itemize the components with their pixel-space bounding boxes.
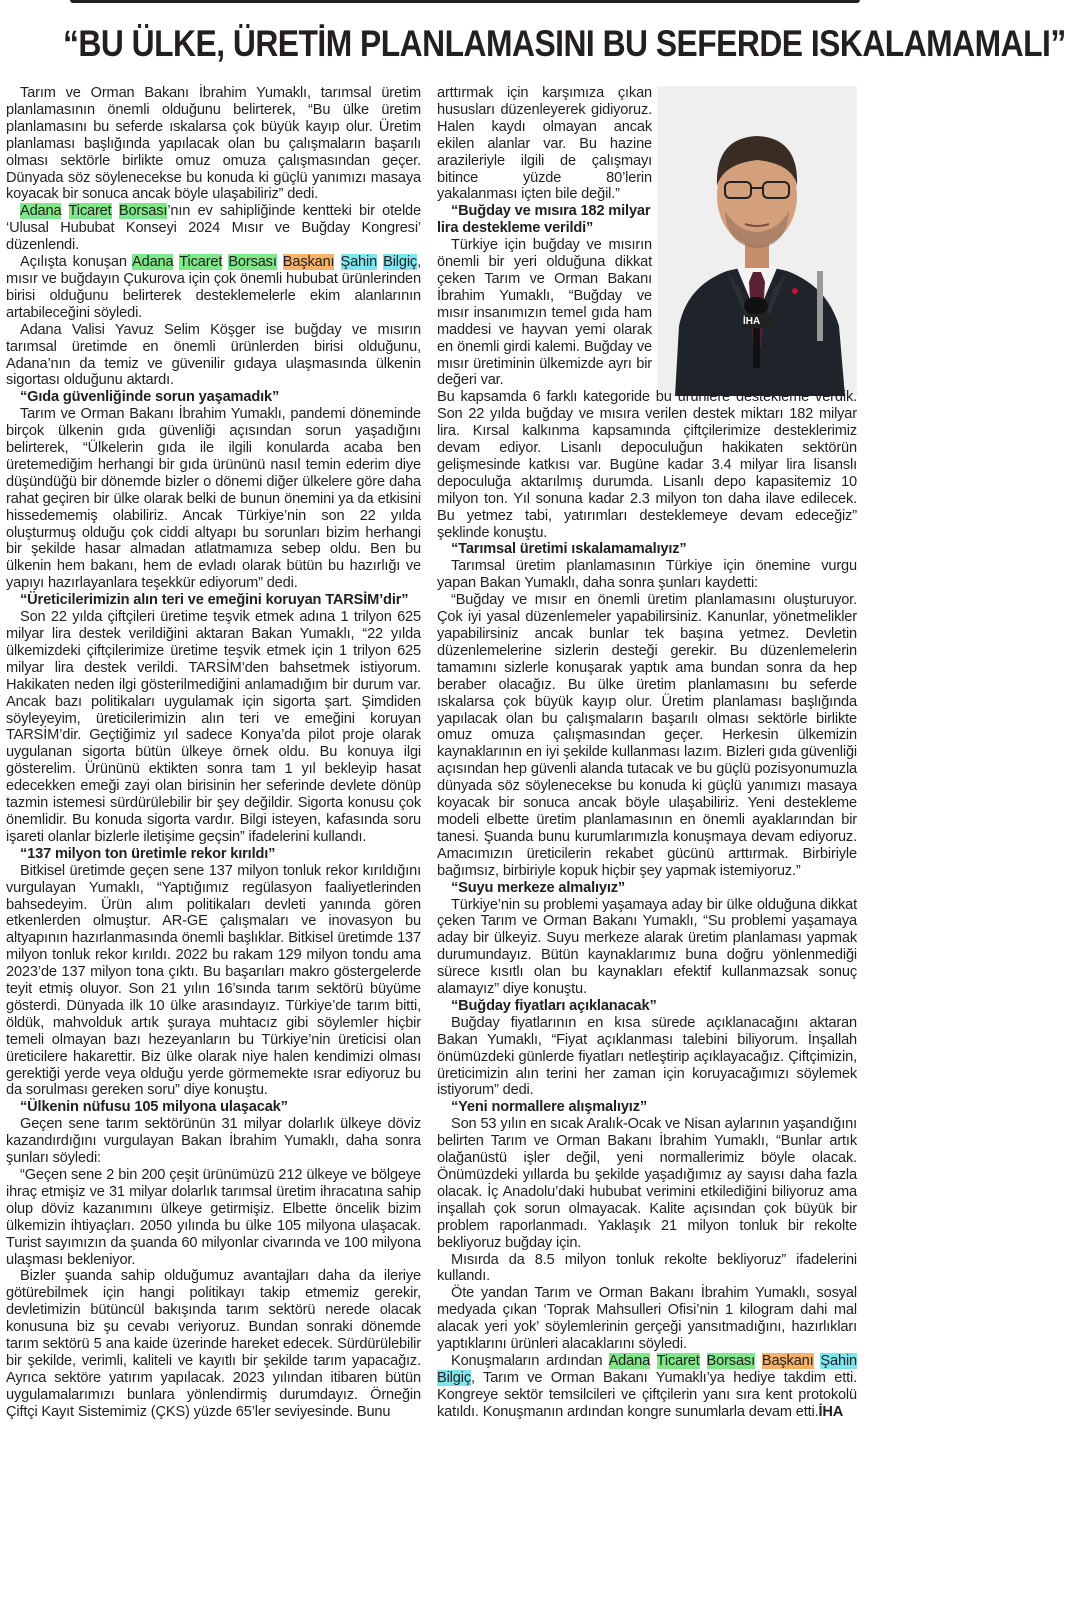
left-paragraph-7: Bitkisel üretimde geçen sene 137 milyon tonluk rekor kırıldığını vurgulayan Yumaklı, “Yaptığımız regülasyon faaliyetlerinden bahsedeyim. Ürün alım politikaları devleti yanında gören etkenlerden olmuştur. AR-GE çalışmaları ve inovasyon bu altyapının hazırlanmasında önemli başlıklar. Bitkisel üretimde 137 milyon tonluk rekor kırıldı. 2022 bu rakam 129 milyon tondu ama 2023’de 137 milyon tona çıktı. Bu başarıları makro göstergelerde teyit etmiş oluyor. Son 21 yılın 16’sında tarım sektörü büyüme gösterdi. Dünyada ilk 10 ülke arasındayız. Türkiye’de tarım bitti, öldük, mahvolduk artık şuraya muhtacız gibi söylemler hiçbir temeli olmayan bazı hezeyanların bu Türkiye’nin üreticisi olan üreticilere hakarettir. Biz ülke olarak niye halen kendimizi olması gerektiği yerde veya olduğu yerde görmemekte ısrar ediyoruz bu da sorulması gereken soru” diye konuştu.: [6, 862, 421, 1099]
highlight-adana: Adana: [20, 203, 62, 220]
subheading-population: “Ülkenin nüfusu 105 milyona ulaşacak”: [20, 1099, 288, 1116]
headline: “BU ÜLKE, ÜRETİM PLANLAMASINI BU SEFERDE ISKALAMAMALI”: [63, 23, 1066, 64]
subheading-new-normals: “Yeni normallere alışmalıyız”: [451, 1099, 648, 1116]
right-column: [437, 85, 857, 1421]
highlight-baskani: Başkanı: [282, 254, 335, 271]
highlight-baskani: Başkanı: [761, 1352, 814, 1369]
photo-watermark: İHA: [743, 316, 761, 327]
right-narrow-block: [437, 85, 652, 389]
highlight-ticaret: Ticaret: [68, 203, 112, 220]
subheading-agri-production: “Tarımsal üretimi ıskalamamalıyız”: [451, 541, 687, 558]
highlight-sahin: Şahin: [820, 1352, 857, 1369]
left-paragraph-10: Bizler şuanda sahip olduğumuz avantajları daha da ileriye götürebilmek için hangi politikayı takip etmemiz gerekir, devletimizin bütüncül bakışında tarım sektörü nerede olacak konusuna biz şu cevabı veriyoruz. Bundan sonraki dönemde tarım sektörü 5 ana kaide üzerinde hareket edecek. Sürdürülebilir bir şekilde, verimli, kaliteli ve kayıtlı bir şekilde tarım yapacağız. Ayrıca sektöre yatırım yapılacak. 2023 yılından itibaren bütün uygulamalarımızı bunlara yönlendirmiş durumdayız. Örneğin Çiftçi Kayıt Sistemimiz (ÇKS) yüzde 65’ler seviyesinde. Bunu: [6, 1268, 421, 1420]
right-paragraph-9: Öte yandan Tarım ve Orman Bakanı İbrahim Yumaklı, sosyal medyada çıkan ‘Toprak Mahsulleri Ofisi’nin 1 kilogram dahi mal alacak yeri yok’ söylemlerinin gerçeği yansıtmadığını, hazırlıkları yaptıklarını ürünleri alacaklarını söyledi.: [437, 1285, 857, 1353]
highlight-borsasi: Borsası: [118, 203, 168, 220]
top-rule: [70, 0, 860, 3]
left-paragraph-3: Açılışta konuşan Adana Ticaret Borsası Başkanı Şahin Bilgiç, mısır ve buğdayın Çukurova için çok önemli hububat ürünlerinden birisi olduğunu belirterek desteklemelerle ekim alanlarının artabileceğini söyledi.: [6, 254, 421, 321]
right-paragraph-2b: Bu kapsamda 6 farklı kategoride bu ürünlere destekleme verdik. Son 22 yılda buğday ve mısıra verilen destek miktarı 182 milyar lira. Kırsal kalkınma kapsamında çiftçilerimize desteklerimiz devam ediyor. Lisanlı depoculuğun hakikaten sektörün gelişmesinde katkısı var. Bugüne kadar 3.4 milyar lira lisanslı depoculuğa aktarılmış durumda. Lisanlı depo kapasitemiz 10 milyon ton. Yıl sonuna kadar 2.3 milyon ton daha ilave edilecek. Bu yetmez tabi, yatırımları desteklemeye devam edeceğiz” şeklinde konuştu.: [437, 389, 857, 541]
right-paragraph-7: Son 53 yılın en sıcak Aralık-Ocak ve Nisan aylarının yaşandığını belirten Tarım ve Orman Bakanı İbrahim Yumaklı, “Bunlar artık olağanüstü işler değil, yeni normallerimiz böyle olacak. Önümüzdeki yıllarda bu şekilde yaşadığımız ay sayısı daha fazla olacak. İç Anadolu’daki hububat verimini etkilediğini biliyoruz ama inşallah çok sorun olmayacak. Kalite açısından çok büyük bir problem raporlanmadı. Yaklaşık 21 milyon tonluk bir rekolte bekliyoruz buğday için.: [437, 1116, 857, 1251]
highlight-ticaret: Ticaret: [179, 254, 223, 271]
highlight-borsasi: Borsası: [228, 254, 277, 271]
right-paragraph-3: Tarımsal üretim planlamasının Türkiye için önemine vurgu yapan Bakan Yumaklı, daha sonra şunları kaydetti:: [437, 558, 857, 592]
left-paragraph-9: “Geçen sene 2 bin 200 çeşit ürünümüzü 212 ülkeye ve bölgeye ihraç etmişiz ve 31 milyar dolarlık tarımsal üretim ihracatına sahip olup döviz kazanımını ülkeye getirmişiz. Elbette öncelik bizim ülkemizin ihtiyaçları. 2050 yılında bu ülke 105 milyona ulaşacak. Turist sayımızın da şuanda 60 milyonlar civarında ve 100 milyona ulaşması bekleniyor.: [6, 1167, 421, 1268]
right-paragraph-1: arttırmak için karşımıza çıkan hususları düzenleyerek gidiyoruz. Halen kaydı olmayan ancak ekilen alanlar var. Bu hazine arazileriyle ilgili de çalışmayı bitince yüzde 80’lerin yakalanması içten bile değil.”: [437, 85, 652, 203]
right-paragraph-10: Konuşmaların ardından Adana Ticaret Borsası Başkanı Şahin Bilgiç, Tarım ve Orman Bakanı Yumaklı’ya hediye takdim etti. Kongreye sektör temsilcileri ve çiftçilerin yanı sıra kent protokolü katıldı. Konuşmanın ardından kongre sunumlarla devam etti.İHA: [437, 1352, 857, 1420]
left-paragraph-2: Adana Ticaret Borsası’nın ev sahipliğinde kentteki bir otelde ‘Ulusal Hububat Konseyi 2024 Mısır ve Buğday Kongresi’ düzenlendi.: [6, 203, 421, 254]
left-paragraph-4: Adana Valisi Yavuz Selim Köşger ise buğday ve mısırın tarımsal üretimde en önemli ürünlerden birisi olduğunu, Adana’nın da temiz ve güvenilir gıdaya ulaşmasında ülkenin sigortası olduğunu aktardı.: [6, 321, 421, 389]
right-paragraph-2a: Türkiye için buğday ve mısırın önemli bir yeri olduğuna dikkat çeken Tarım ve Orman Bakanı İbrahim Yumaklı, “Buğday ve mısır insanımızın temel gıda ham maddesi ve hayvan yemi olarak en önemli girdi kalemi. Buğday ve mısır üretiminin ülkemizde ayrı bir değeri var.: [437, 237, 652, 389]
highlight-adana: Adana: [608, 1352, 651, 1369]
highlight-ticaret: Ticaret: [656, 1352, 700, 1369]
left-paragraph-8: Geçen sene tarım sektörünün 31 milyar dolarlık ülkeye döviz kazandırdığını vurgulayan Bakan İbrahim Yumaklı, daha sonra şunları söyledi:: [6, 1116, 421, 1167]
highlight-adana: Adana: [132, 254, 174, 271]
left-paragraph-5: Tarım ve Orman Bakanı İbrahim Yumaklı, pandemi döneminde birçok ülkenin gıda güvenliği açısından sorun yaşadığını belirterek, “Ülkelerin gıda ile ilgili konularda acaba ben üretemediğim herhangi bir gıda ürününü nasıl temin ederim diye düşündüğü bir dönemde bizler o dönemi diğer ülkelere göre daha rahat geçiren bir ülke olarak belki de bunun önemini ya da etkisini hissedememiş olabiliriz. Ancak Türkiye’nin son 22 yılda oluşturmuş olduğu çok ciddi altyapı bu sorunları bizim herhangi bir şekilde hasar almadan atlatmamıza sebep oldu. Ben bu ülkenin hem bakanı, hem de evladı olarak bütün bu hazırlığı ve yapıyı hazırlayanlara teşekkür ediyorum” dedi.: [6, 406, 421, 592]
highlight-borsasi: Borsası: [706, 1352, 755, 1369]
right-paragraph-4: “Buğday ve mısır en önemli üretim planlamasını oluşturuyor. Çok iyi yasal düzenlemeler yapabilirsiniz. Kanunlar, yönetmelikler yapabilirsiniz ancak bunlar tek başına yetmez. Devletin düzenlemelerine sizlerin desteği gerekir. Bu düzenlemelerin tamamını sizlerle konuşarak yaptık ama bundan sonra da hep beraber olacağız. Bu ülke üretim planlamasını bu seferde ıskalarsa çok büyük kayıp olur. Üretim planlaması başlığında yapılacak olan bu çalışmaların başarılı olması sektörle birlikte omuz omuza çalışmasından geçer. Herkesin ülkemizin kaynaklarının en iyi şekilde kullanması lazım. Bizleri gıda güvenliği açısından hep güvenli alanda tutacak ve bu güçlü pozisyonumuzla dünyada söz söylenecekse bu konuda ki güçlü yanımızı masaya koyacak bir sonuca ancak böyle ulaşabiliriz. Yeni destekleme modeli elbette üretim planlamasının en önemli ayaklarından bir tanesi. Şuanda bunu kurumlarımızla konuşmaya devam ediyoruz. Amacımızın üreticilerin rekabet gücünü arttırmak. Birbiriyle bağımsız, birbiriyle kopuk hiçbir şey yapmak istemiyoruz.”: [437, 592, 857, 879]
right-paragraph-5: Türkiye’nin su problemi yaşamaya aday bir ülke olduğuna dikkat çeken Tarım ve Orman Bakanı Yumaklı, “Su problemi yaşamaya aday bir ülkeyiz. Suyu merkeze alarak üretim planlaması yapmak durumundayız. Bütün kaynaklarımız buna doğru yönlenmediği sürece kısıtlı olan bu kaynakları efektif kullanmazsak sonuç alamayız” diye konuştu.: [437, 896, 857, 998]
highlight-sahin: Şahin: [340, 254, 378, 271]
highlight-bilgic: Bilgiç: [383, 254, 418, 271]
left-paragraph-6: Son 22 yılda çiftçileri üretime teşvik etmek adına 1 trilyon 625 milyar lira destek verildiğini aktaran Bakan Yumaklı, “22 yılda ülkemizdeki çiftçilerimize üretime teşvik etmek için 1 trilyon 625 milyar lira destek verildi. TARSİM’den bahsetmek istiyorum. Hakikaten neden ilgi gösterilmediğini anlamadığım bir durum var. Ancak bazı politikaları uygulamak için sigorta şart. Şimdiden söyleyeyim, üreticilerimizin alın teri ve emeğini koruyan TARSİM’dir. Geçtiğimiz yıl sadece Konya’da pilot proje olarak uygulanan sigorta bütün ülkeye örnek oldu. Bu konuya ilgi gösterelim. Ürününü ektikten sonra tam 1 yıl bekleyip hasat edecekken emeği zayi olan birisinin her seferinde devlete dönüp tazmin istemesi sürdürülebilir bir şey değildir. Sigorta konusu çok önemlidir. Bu konuda sigorta vardır. Bilgi isteyen, kafasında soru işareti olanlar bizlerle iletişime geçsin” ifadelerini kullandı.: [6, 609, 421, 845]
agency-credit: İHA: [818, 1403, 844, 1420]
right-paragraph-6: Buğday fiyatlarının en kısa sürede açıklanacağını aktaran Bakan Yumaklı, “Fiyat açıklanması talebini biliyorum. İnşallah önümüzdeki günlerde fiyatları netleştirip açıklayacağız. Çiftçimizin, üreticimizin alın terini her zaman için koruyacağımızı söylemek istiyorum” dedi.: [437, 1014, 857, 1099]
subheading-water: “Suyu merkeze almalıyız”: [451, 879, 626, 896]
right-paragraph-8: Mısırda da 8.5 milyon tonluk rekolte bekliyoruz” ifadelerini kullandı.: [437, 1251, 857, 1285]
left-column: [6, 85, 421, 1421]
highlight-bilgic: Bilgiç: [437, 1369, 471, 1386]
subheading-tarsim: “Üreticilerimizin alın teri ve emeğini koruyan TARSİM’dir”: [20, 592, 409, 609]
left-paragraph-1: Tarım ve Orman Bakanı İbrahim Yumaklı, tarımsal üretim planlamasının önemli olduğunu belirterek, “Bu ülke üretim planlamasını bu seferde ıskalarsa çok büyük kayıp olur. Üretim planlaması başlığında yapılacak olan bu çalışmaların başarılı olması sektörle birlikte omuz omuza çalışmasından geçer. Dünyada söz söylenecekse bu konuda ki güçlü yanımızı masaya koyacak bir sonuca ancak böyle ulaşabiliriz” dedi.: [6, 85, 421, 203]
subheading-wheat-prices: “Buğday fiyatları açıklanacak”: [451, 997, 657, 1014]
subheading-record: “137 milyon ton üretimle rekor kırıldı”: [20, 845, 276, 862]
subheading-food-security: “Gıda güvenliğinde sorun yaşamadık”: [20, 389, 280, 406]
subheading-wheat-corn-support: “Buğday ve mısıra 182 milyar lira destekleme verildi”: [437, 203, 651, 237]
